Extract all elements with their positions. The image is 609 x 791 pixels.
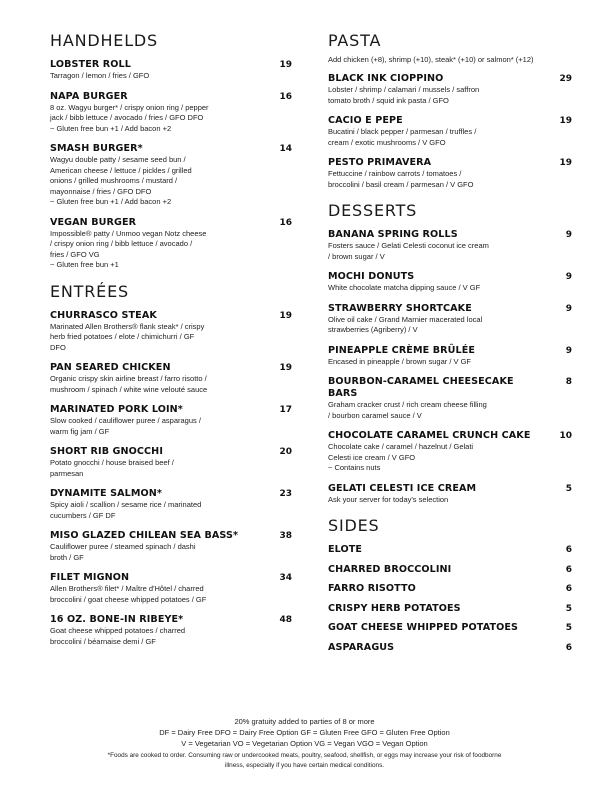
item-name	[328, 622, 518, 634]
item-name	[50, 310, 157, 322]
description-line: Fosters sauce / Gelati Celesti coconut ice cream	[328, 241, 489, 250]
description-line: cucumbers / GF DF	[50, 510, 116, 520]
menu-item	[328, 603, 572, 615]
description-line: Marinated Allen Brothers® flank steak* / crispy	[50, 321, 205, 331]
item-name-text: FILET MIGNON	[50, 572, 130, 583]
item-price: 38	[279, 531, 292, 541]
item-header	[50, 362, 292, 374]
menu-item	[50, 362, 292, 395]
menu-item	[50, 59, 292, 82]
menu-item	[50, 143, 292, 208]
item-header	[50, 59, 292, 71]
item-description	[328, 241, 572, 262]
item-name-text: NAPA BURGER	[50, 90, 128, 102]
item-price: 19	[279, 60, 292, 70]
description-line: Tarragon / lemon / fries / GFO	[50, 71, 150, 80]
item-price: 6	[565, 545, 572, 555]
item-name-text: MOCHI DONUTS	[328, 271, 415, 282]
item-name-text: MISO GLAZED CHILEAN SEA BASS*	[50, 530, 239, 541]
item-header	[50, 404, 292, 416]
item-header	[328, 430, 572, 442]
sides-heading: SIDES	[328, 516, 380, 535]
item-name-text-line-2: BARS	[328, 388, 358, 399]
item-name	[328, 603, 461, 615]
description-line: Lobster / shrimp / calamari / mussels / saffron	[328, 85, 480, 94]
item-description	[50, 626, 292, 647]
item-description	[328, 400, 572, 421]
item-header	[328, 303, 572, 315]
item-price: 5	[565, 603, 572, 614]
item-price: 9	[565, 345, 572, 356]
description-line: Encased in pineapple / brown sugar / V GF	[328, 356, 471, 366]
item-description	[50, 103, 292, 135]
item-price: 20	[279, 447, 292, 457]
item-name	[50, 614, 183, 626]
item-price: 19	[559, 158, 572, 168]
description-line: jack / bibb lettuce / avocado / fries / GFO DFO	[50, 113, 204, 122]
item-name-text: PESTO PRIMAVERA	[328, 157, 432, 168]
item-name-text: 16 OZ. BONE-IN RIBEYE*	[50, 614, 184, 625]
item-name-text: ASPARAGUS	[328, 641, 395, 653]
item-name-text: CRISPY HERB POTATOES	[328, 602, 461, 614]
item-name	[328, 583, 416, 595]
item-description	[50, 229, 292, 271]
item-description	[50, 542, 292, 563]
item-name-text: CACIO E PEPE	[328, 115, 403, 126]
menu-item	[50, 530, 292, 563]
item-header	[328, 73, 572, 85]
item-header	[328, 544, 572, 556]
description-line: Allen Brothers® filet* / Maître d'Hôtel / charred	[50, 584, 204, 593]
item-description	[328, 357, 572, 368]
item-price: 19	[279, 310, 292, 321]
description-line: herb fried potatoes / elote / chimichurri / GF	[50, 332, 195, 341]
disclaimer-line-1: *Foods are cooked to order. Consuming raw or undercooked meats, poultry, seafood, shellfish, or eggs may increase your risk of foodborne	[107, 752, 502, 759]
item-description	[50, 458, 292, 479]
item-description	[328, 315, 572, 336]
description-line: ~ Gluten free bun +1 / Add bacon +2	[50, 197, 172, 206]
item-name-text: BLACK INK CIOPPINO	[328, 73, 444, 84]
item-header	[328, 271, 572, 283]
item-header	[50, 91, 292, 103]
item-description	[328, 85, 572, 106]
desserts-heading: DESSERTS	[328, 201, 418, 220]
menu-item	[50, 614, 292, 647]
description-line: onions / grilled mushrooms / mustard /	[50, 176, 178, 185]
item-description	[50, 374, 292, 395]
description-line: Wagyu double patty / sesame seed bun /	[50, 155, 186, 164]
item-name	[328, 483, 476, 495]
item-price: 29	[559, 74, 572, 84]
item-name-text: PAN SEARED CHICKEN	[50, 362, 171, 373]
menu-item	[328, 229, 572, 262]
item-description	[328, 495, 572, 506]
item-price: 23	[279, 489, 292, 499]
item-header	[50, 310, 292, 322]
item-header	[328, 603, 572, 615]
handhelds-heading: HANDHELDS	[50, 31, 158, 50]
item-header	[328, 157, 572, 169]
description-line: Celesti ice cream / V GFO	[328, 452, 416, 462]
item-price: 9	[565, 272, 572, 282]
item-name	[328, 157, 431, 169]
item-name	[50, 572, 129, 584]
item-header	[50, 488, 292, 500]
item-description	[50, 500, 292, 521]
item-name	[50, 362, 171, 374]
description-line: ~ Gluten free bun +1 / Add bacon +2	[50, 123, 172, 133]
description-line: warm fig jam / GF	[50, 426, 110, 436]
item-name-text: ELOTE	[328, 544, 363, 555]
description-line: Spicy aioli / scallion / sesame rice / marinated	[50, 500, 202, 509]
item-price: 14	[279, 144, 292, 154]
item-price: 9	[565, 230, 572, 240]
item-name-text: DYNAMITE SALMON*	[50, 488, 163, 499]
item-header	[328, 115, 572, 127]
menu-item	[328, 430, 572, 474]
item-description	[328, 127, 572, 148]
description-line: ~ Contains nuts	[328, 463, 381, 472]
item-name-text: BOURBON-CARAMEL CHEESECAKE	[328, 376, 514, 387]
description-line: White chocolate matcha dipping sauce / V GF	[328, 283, 481, 292]
description-line: Chocolate cake / caramel / hazelnut / Gelati	[328, 442, 474, 451]
item-name-text: GOAT CHEESE WHIPPED POTATOES	[328, 622, 519, 633]
right-column	[328, 32, 572, 661]
item-name	[328, 271, 414, 283]
menu-item	[50, 446, 292, 479]
menu-item	[328, 157, 572, 190]
description-line: American cheese / lettuce / pickles / grilled	[50, 165, 192, 175]
item-name	[328, 430, 531, 442]
menu-footer	[40, 716, 569, 771]
item-name	[50, 59, 131, 71]
description-line: Olive oil cake / Grand Marnier macerated local	[328, 314, 483, 324]
item-name-text: SMASH BURGER*	[50, 143, 143, 154]
menu-item	[328, 564, 572, 576]
description-line: broccolini / béarnaise demi / GF	[50, 636, 156, 646]
description-line: parmesan	[50, 468, 84, 478]
pasta-addons-note: Add chicken (+8), shrimp (+10), steak* (+10) or salmon* (+12)	[328, 55, 534, 64]
item-name-text: BANANA SPRING ROLLS	[328, 229, 458, 240]
item-price: 16	[279, 217, 292, 228]
item-name	[50, 91, 128, 103]
description-line: 8 oz. Wagyu burger* / crispy onion ring / pepper	[50, 102, 209, 112]
description-line: Slow cooked / cauliflower puree / asparagus /	[50, 416, 201, 425]
dietary-legend-line-1: DF = Dairy Free DFO = Dairy Free Option GF = Gluten Free GFO = Gluten Free Option	[159, 728, 450, 737]
item-header	[50, 217, 292, 229]
description-line: Graham cracker crust / rich cream cheese filling	[328, 400, 487, 409]
item-description	[328, 169, 572, 190]
item-name-text: PINEAPPLE CRÈME BRÛLÉE	[328, 344, 476, 356]
item-header	[328, 483, 572, 495]
description-line: broccolini / basil cream / parmesan / V GFO	[328, 179, 474, 189]
item-name	[50, 530, 238, 542]
item-header	[328, 229, 572, 241]
menu-item	[328, 303, 572, 336]
item-name-text: STRAWBERRY SHORTCAKE	[328, 302, 472, 314]
description-line: Bucatini / black pepper / parmesan / truffles /	[328, 127, 477, 136]
menu-item	[328, 642, 572, 654]
menu-item	[50, 404, 292, 437]
item-name-text: MARINATED PORK LOIN*	[50, 404, 183, 415]
item-price: 16	[279, 91, 292, 102]
menu-item	[328, 115, 572, 148]
item-name	[50, 217, 136, 229]
description-line: mushroom / spinach / white wine velouté sauce	[50, 384, 208, 394]
menu-item	[328, 376, 572, 421]
item-name	[50, 404, 183, 416]
description-line: / brown sugar / V	[328, 251, 385, 261]
description-line: broccolini / goat cheese whipped potatoes / GF	[50, 594, 207, 604]
description-line: mayonnaise / fries / GFO DFO	[50, 186, 152, 196]
item-header	[328, 622, 572, 634]
item-name	[328, 642, 394, 654]
menu-item	[50, 310, 292, 354]
item-price: 5	[565, 623, 572, 633]
item-name-text: CHOCOLATE CARAMEL CRUNCH CAKE	[328, 430, 531, 441]
description-line: DFO	[50, 342, 66, 352]
item-header	[50, 446, 292, 458]
food-safety-disclaimer	[40, 751, 569, 771]
gratuity-note: 20% gratuity added to parties of 8 or more	[234, 717, 375, 726]
menu-item	[328, 345, 572, 368]
item-price: 6	[565, 584, 572, 594]
item-header	[50, 143, 292, 155]
item-price: 19	[559, 116, 572, 126]
item-header	[50, 572, 292, 584]
item-header	[328, 583, 572, 595]
item-name-text: FARRO RISOTTO	[328, 583, 416, 594]
item-description	[328, 442, 572, 474]
description-line: cream / exotic mushrooms / V GFO	[328, 137, 446, 147]
item-name	[328, 229, 458, 241]
item-description	[50, 71, 292, 82]
item-description	[328, 283, 572, 294]
description-line: / bourbon caramel sauce / V	[328, 410, 422, 420]
item-price: 6	[565, 642, 572, 653]
menu-item	[50, 488, 292, 521]
menu-item	[50, 572, 292, 605]
item-name-text: CHARRED BROCCOLINI	[328, 563, 452, 575]
item-price: 17	[279, 405, 292, 415]
menu-item	[328, 583, 572, 595]
description-line: ~ Gluten free bun +1	[50, 260, 119, 269]
disclaimer-line-2: illness, especially if you have certain medical conditions.	[224, 762, 385, 769]
description-line: Goat cheese whipped potatoes / charred	[50, 626, 186, 635]
item-price: 9	[565, 303, 572, 314]
item-price: 5	[565, 483, 572, 494]
menu-item	[50, 91, 292, 135]
item-header	[328, 564, 572, 576]
item-price: 6	[565, 564, 572, 575]
item-header	[328, 642, 572, 654]
pasta-list	[328, 73, 572, 190]
item-header	[50, 530, 292, 542]
item-name	[328, 544, 362, 556]
menu-item	[328, 483, 572, 506]
item-name	[328, 376, 514, 400]
description-line: Fettuccine / rainbow carrots / tomatoes /	[328, 169, 462, 178]
item-name-text: VEGAN BURGER	[50, 216, 137, 228]
pasta-heading: PASTA	[328, 31, 382, 50]
item-header	[328, 345, 572, 357]
description-line: Cauliflower puree / steamed spinach / dashi	[50, 542, 196, 551]
item-description	[50, 416, 292, 437]
description-line: fries / GFO VG	[50, 249, 100, 259]
item-name	[50, 488, 162, 500]
item-description	[50, 155, 292, 208]
desserts-list	[328, 229, 572, 505]
description-line: tomato broth / squid ink pasta / GFO	[328, 95, 449, 105]
menu-item	[328, 73, 572, 106]
menu-item	[328, 622, 572, 634]
sides-list	[328, 544, 572, 654]
description-line: Ask your server for today's selection	[328, 494, 449, 504]
left-column	[50, 32, 292, 656]
menu-item	[328, 544, 572, 556]
item-name	[328, 303, 472, 315]
item-name	[328, 115, 403, 127]
entrees-list	[50, 310, 292, 648]
description-line: strawberries (Agriberry) / V	[328, 325, 418, 334]
entrees-heading: ENTRÉES	[50, 281, 129, 301]
item-name-text: LOBSTER ROLL	[50, 59, 131, 70]
dietary-legend-line-2: V = Vegetarian VO = Vegetarian Option VG = Vegan VGO = Vegan Option	[181, 739, 428, 748]
item-description	[50, 322, 292, 354]
item-name-text: GELATI CELESTI ICE CREAM	[328, 482, 477, 494]
item-price: 48	[279, 615, 292, 625]
handhelds-list	[50, 59, 292, 271]
item-name-text: CHURRASCO STEAK	[50, 309, 157, 321]
item-description	[50, 584, 292, 605]
menu-item	[50, 217, 292, 271]
item-price: 10	[559, 431, 572, 441]
item-header	[50, 614, 292, 626]
item-name-text: SHORT RIB GNOCCHI	[50, 446, 163, 457]
description-line: Potato gnocchi / house braised beef /	[50, 458, 174, 467]
item-header	[328, 376, 572, 400]
item-name	[328, 564, 451, 576]
menu-item	[328, 271, 572, 294]
description-line: / crispy onion ring / bibb lettuce / avocado /	[50, 239, 193, 248]
item-name	[328, 73, 443, 85]
description-line: broth / GF	[50, 552, 84, 562]
item-name	[50, 446, 163, 458]
item-price: 8	[565, 377, 572, 387]
description-line: Impossible® patty / Unmoo vegan Notz cheese	[50, 228, 207, 238]
item-price: 19	[279, 363, 292, 373]
item-price: 34	[279, 573, 292, 583]
description-line: Organic crispy skin airline breast / farro risotto /	[50, 374, 207, 383]
item-name	[50, 143, 143, 155]
item-name	[328, 345, 475, 357]
